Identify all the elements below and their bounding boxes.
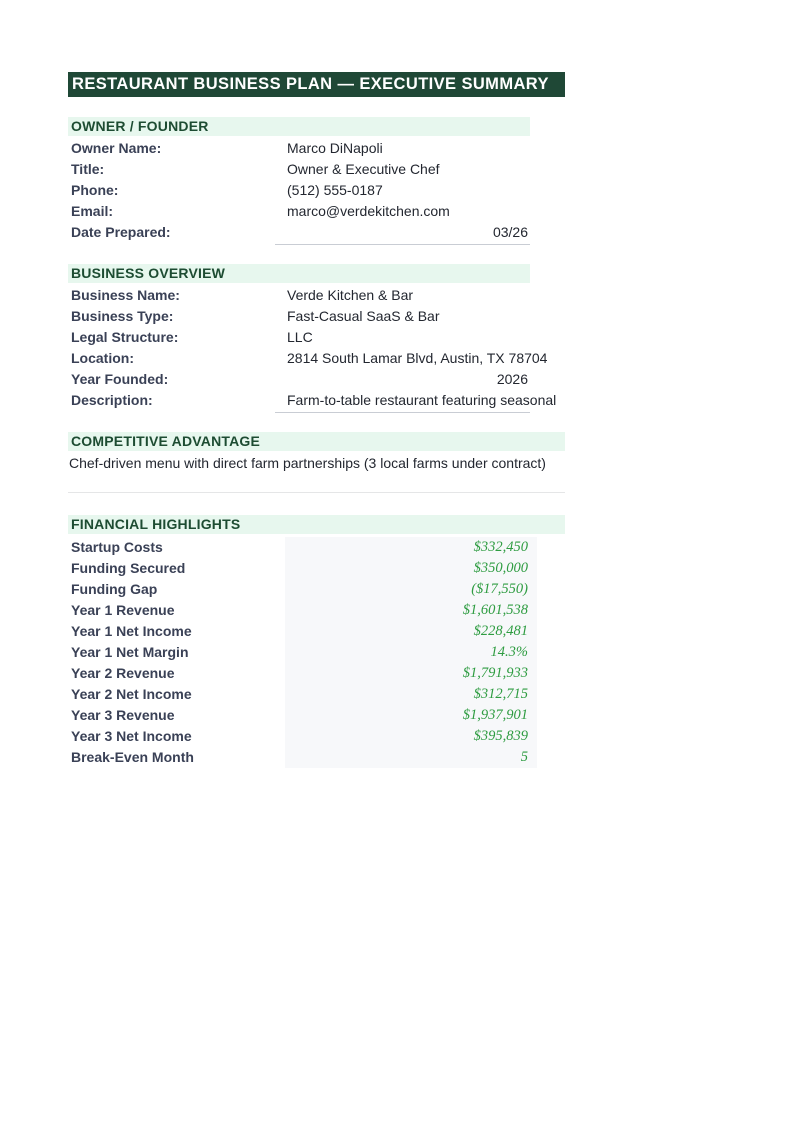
section-business-overview bbox=[68, 264, 556, 411]
field-label: Description: bbox=[71, 392, 153, 408]
field-label: Title: bbox=[71, 161, 105, 177]
row-year3-revenue bbox=[68, 705, 528, 726]
field-label: Location: bbox=[71, 350, 134, 366]
metric-label: Startup Costs bbox=[71, 539, 163, 555]
field-value: (512) 555-0187 bbox=[287, 182, 383, 198]
metric-value: $395,839 bbox=[473, 728, 528, 744]
metric-value: 14.3% bbox=[490, 644, 528, 660]
metric-value: $350,000 bbox=[473, 560, 528, 576]
field-value: Fast-Casual SaaS & Bar bbox=[287, 308, 440, 324]
section-owner-founder bbox=[68, 117, 530, 243]
row-year-founded bbox=[68, 369, 556, 390]
metric-value: $312,715 bbox=[473, 686, 528, 702]
owner-section-heading: OWNER / FOUNDER bbox=[71, 118, 209, 134]
row-location bbox=[68, 348, 556, 369]
metric-label: Year 1 Net Income bbox=[71, 623, 192, 639]
row-description bbox=[68, 390, 556, 411]
metric-label: Year 2 Net Income bbox=[71, 686, 192, 702]
row-funding-secured bbox=[68, 558, 528, 579]
field-label: Phone: bbox=[71, 182, 119, 198]
row-year2-net-income bbox=[68, 684, 528, 705]
metric-value: ($17,550) bbox=[471, 581, 528, 597]
field-value: marco@verdekitchen.com bbox=[287, 203, 450, 219]
business-section-heading-band bbox=[68, 264, 530, 283]
row-year3-net-income bbox=[68, 726, 528, 747]
metric-value: $1,601,538 bbox=[462, 602, 528, 618]
content-clip-region bbox=[68, 0, 565, 1124]
business-fields bbox=[68, 285, 556, 411]
row-date-prepared bbox=[68, 222, 530, 243]
financial-rows bbox=[68, 537, 528, 768]
field-value: 2814 South Lamar Blvd, Austin, TX 78704 bbox=[287, 350, 548, 366]
row-email bbox=[68, 201, 530, 222]
date-cell-underline bbox=[275, 244, 530, 245]
row-title bbox=[68, 159, 530, 180]
row-business-type bbox=[68, 306, 556, 327]
row-year1-net-income bbox=[68, 621, 528, 642]
row-legal-structure bbox=[68, 327, 556, 348]
document-title: RESTAURANT BUSINESS PLAN — EXECUTIVE SUMMARY bbox=[72, 75, 549, 93]
metric-label: Year 2 Revenue bbox=[71, 665, 175, 681]
field-label: Owner Name: bbox=[71, 140, 162, 156]
description-cell-underline bbox=[275, 412, 530, 413]
metric-value: $228,481 bbox=[473, 623, 528, 639]
field-label: Date Prepared: bbox=[71, 224, 171, 240]
metric-label: Break-Even Month bbox=[71, 749, 194, 765]
field-value: LLC bbox=[287, 329, 313, 345]
owner-fields bbox=[68, 138, 530, 243]
field-value: 03/26 bbox=[492, 224, 528, 240]
row-business-name bbox=[68, 285, 556, 306]
field-label: Year Founded: bbox=[71, 371, 169, 387]
row-year1-revenue bbox=[68, 600, 528, 621]
metric-value: $332,450 bbox=[473, 539, 528, 555]
document-title-bar bbox=[68, 72, 565, 97]
business-section-heading: BUSINESS OVERVIEW bbox=[71, 265, 226, 281]
metric-label: Funding Secured bbox=[71, 560, 186, 576]
section-financial-highlights bbox=[68, 515, 565, 534]
field-value: Farm-to-table restaurant featuring seasonal bbox=[287, 392, 557, 408]
section-divider bbox=[68, 492, 565, 493]
row-owner-name bbox=[68, 138, 530, 159]
metric-label: Year 1 Net Margin bbox=[71, 644, 189, 660]
metric-value: 5 bbox=[520, 749, 528, 765]
field-label: Business Type: bbox=[71, 308, 174, 324]
row-funding-gap bbox=[68, 579, 528, 600]
metric-label: Year 3 Revenue bbox=[71, 707, 175, 723]
field-label: Email: bbox=[71, 203, 114, 219]
field-value: Marco DiNapoli bbox=[287, 140, 383, 156]
row-break-even-month bbox=[68, 747, 528, 768]
metric-label: Year 3 Net Income bbox=[71, 728, 192, 744]
field-value: 2026 bbox=[496, 371, 528, 387]
metric-label: Funding Gap bbox=[71, 581, 158, 597]
field-value: Verde Kitchen & Bar bbox=[287, 287, 414, 303]
metric-value: $1,791,933 bbox=[462, 665, 528, 681]
row-year1-net-margin bbox=[68, 642, 528, 663]
metric-label: Year 1 Revenue bbox=[71, 602, 175, 618]
competitive-section-heading: COMPETITIVE ADVANTAGE bbox=[71, 433, 261, 449]
field-value: Owner & Executive Chef bbox=[287, 161, 440, 177]
financial-section-heading: FINANCIAL HIGHLIGHTS bbox=[71, 516, 241, 532]
competitive-advantage-text: Chef-driven menu with direct farm partnerships (3 local farms under contract) bbox=[69, 455, 546, 471]
field-label: Business Name: bbox=[71, 287, 180, 303]
competitive-section-heading-band bbox=[68, 432, 565, 451]
row-startup-costs bbox=[68, 537, 528, 558]
field-label: Legal Structure: bbox=[71, 329, 179, 345]
owner-section-heading-band bbox=[68, 117, 530, 136]
financial-section-heading-band bbox=[68, 515, 565, 534]
section-competitive-advantage bbox=[68, 432, 565, 474]
row-phone bbox=[68, 180, 530, 201]
metric-value: $1,937,901 bbox=[462, 707, 528, 723]
row-year2-revenue bbox=[68, 663, 528, 684]
